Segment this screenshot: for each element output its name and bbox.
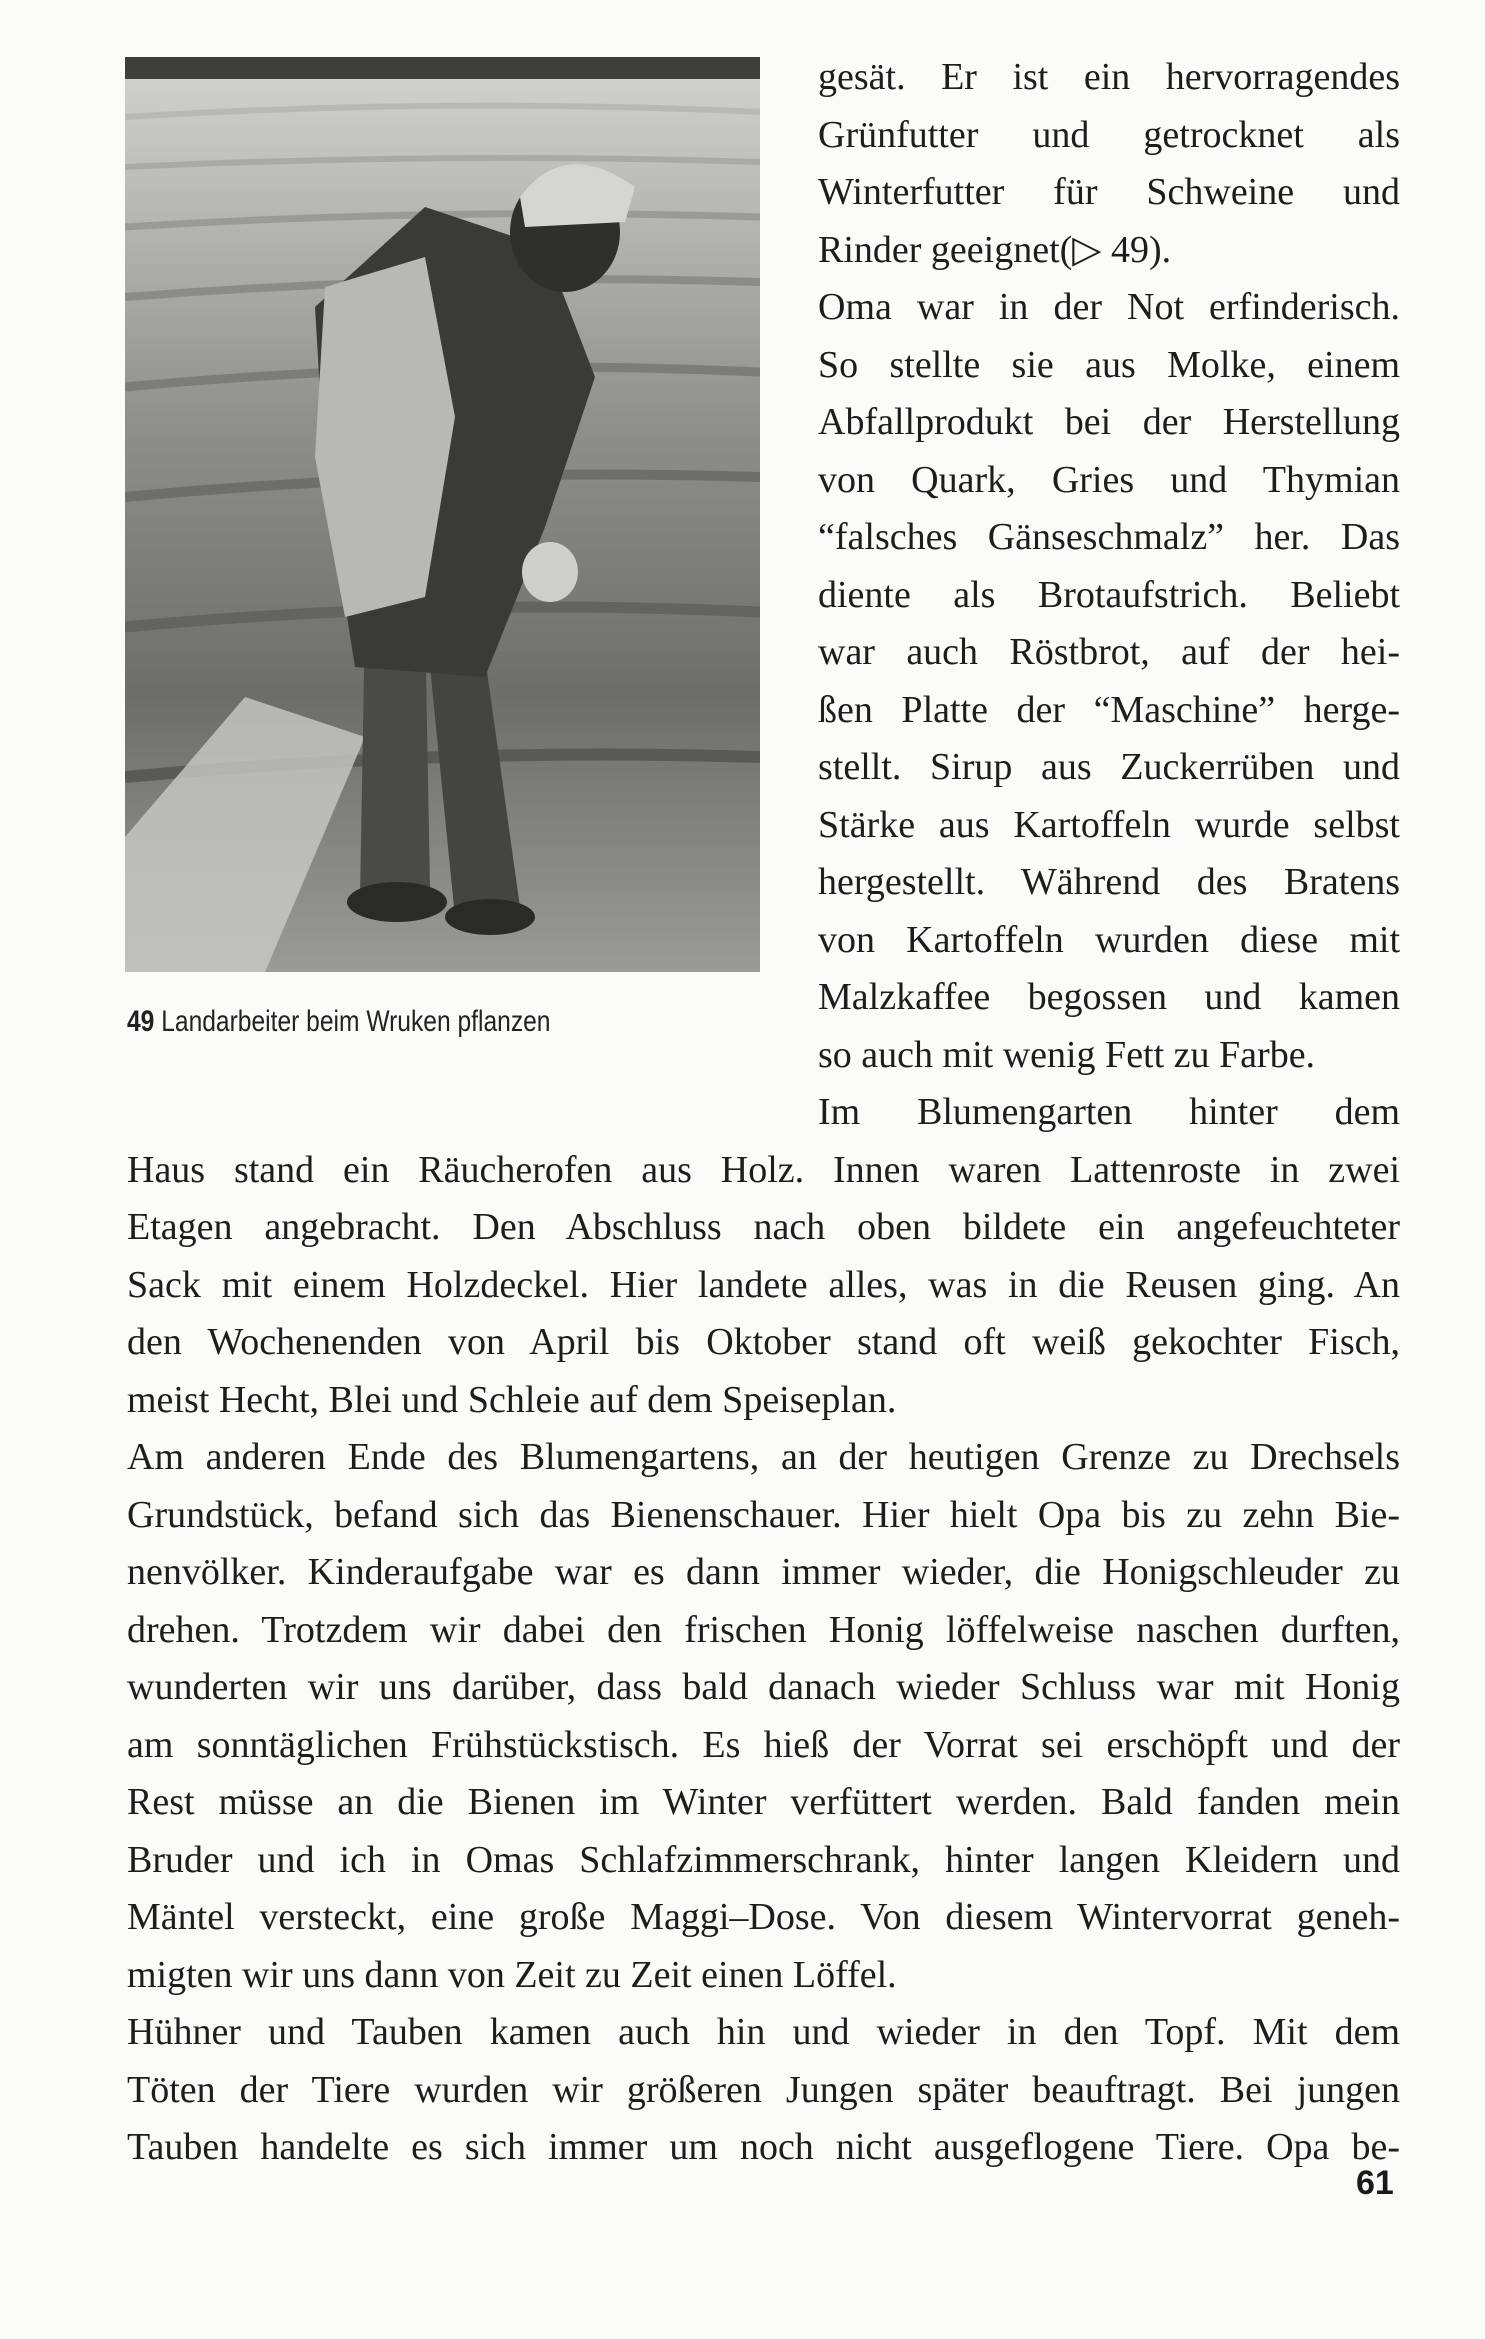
text-line: Mäntel versteckt, eine große Maggi–Dose. Von diesem Wintervorrat geneh- (127, 1896, 1400, 1938)
text-line: diente als Brotaufstrich. Beliebt (818, 574, 1400, 616)
text-line: meist Hecht, Blei und Schleie auf dem Speiseplan. (127, 1379, 897, 1421)
text-line: Rest müsse an die Bienen im Winter verfüttert werden. Bald fanden mein (127, 1781, 1400, 1823)
text-line: am sonntäglichen Frühstückstisch. Es hieß der Vorrat sei erschöpft und der (127, 1724, 1400, 1766)
text-line: “falsches Gänseschmalz” her. Das (818, 516, 1400, 558)
figure-caption (127, 1005, 652, 1039)
text-line: ßen Platte der “Maschine” herge- (818, 689, 1400, 731)
text-line: Im Blumengarten hinter dem (818, 1091, 1400, 1133)
figure-number: 49 (127, 1005, 155, 1038)
text-line: Malzkaffee begossen und kamen (818, 976, 1400, 1018)
text-line: Haus stand ein Räucherofen aus Holz. Innen waren Lattenroste in zwei (127, 1149, 1400, 1191)
text-line: Winterfutter für Schweine und (818, 171, 1400, 213)
text-line: Abfallprodukt bei der Herstellung (818, 401, 1400, 443)
text-line: Bruder und ich in Omas Schlafzimmerschrank, hinter langen Kleidern und (127, 1839, 1400, 1881)
text-line: Töten der Tiere wurden wir größeren Jungen später beauftragt. Bei jungen (127, 2069, 1400, 2111)
text-line: hergestellt. Während des Bratens (818, 861, 1400, 903)
photo-farm-worker-planting (125, 57, 760, 972)
text-line: migten wir uns dann von Zeit zu Zeit einen Löffel. (127, 1954, 897, 1996)
text-line: Grünfutter und getrocknet als (818, 114, 1400, 156)
text-line: So stellte sie aus Molke, einem (818, 344, 1400, 386)
text-line: wunderten wir uns darüber, dass bald danach wieder Schluss war mit Honig (127, 1666, 1400, 1708)
text-line: Tauben handelte es sich immer um noch nicht ausgeflogene Tiere. Opa be- (127, 2126, 1400, 2168)
text-line: Oma war in der Not erfinderisch. (818, 286, 1400, 328)
text-line: von Kartoffeln wurden diese mit (818, 919, 1400, 961)
photo-illustration (125, 57, 760, 972)
text-line: Hühner und Tauben kamen auch hin und wieder in den Topf. Mit dem (127, 2011, 1400, 2053)
text-line: nenvölker. Kinderaufgabe war es dann immer wieder, die Honigschleuder zu (127, 1551, 1400, 1593)
text-line: Sack mit einem Holzdeckel. Hier landete alles, was in die Reusen ging. An (127, 1264, 1400, 1306)
text-line: Rinder geeignet(▷ 49). (818, 229, 1172, 271)
text-line: von Quark, Gries und Thymian (818, 459, 1400, 501)
text-line: Am anderen Ende des Blumengartens, an der heutigen Grenze zu Drechsels (127, 1436, 1400, 1478)
text-line: gesät. Er ist ein hervorragendes (818, 56, 1400, 98)
text-line: den Wochenenden von April bis Oktober stand oft weiß gekochter Fisch, (127, 1321, 1400, 1363)
text-line: Stärke aus Kartoffeln wurde selbst (818, 804, 1400, 846)
text-line: so auch mit wenig Fett zu Farbe. (818, 1034, 1316, 1076)
text-line: Grundstück, befand sich das Bienenschauer. Hier hielt Opa bis zu zehn Bie- (127, 1494, 1400, 1536)
text-line: war auch Röstbrot, auf der hei- (818, 631, 1400, 673)
text-line: Etagen angebracht. Den Abschluss nach oben bildete ein angefeuchteter (127, 1206, 1400, 1248)
text-line: drehen. Trotzdem wir dabei den frischen Honig löffelweise naschen durften, (127, 1609, 1400, 1651)
figure-caption-text: Landarbeiter beim Wruken pflanzen (161, 1005, 551, 1038)
page-number: 61 (1356, 2164, 1394, 2202)
text-line: stellt. Sirup aus Zuckerrüben und (818, 746, 1400, 788)
